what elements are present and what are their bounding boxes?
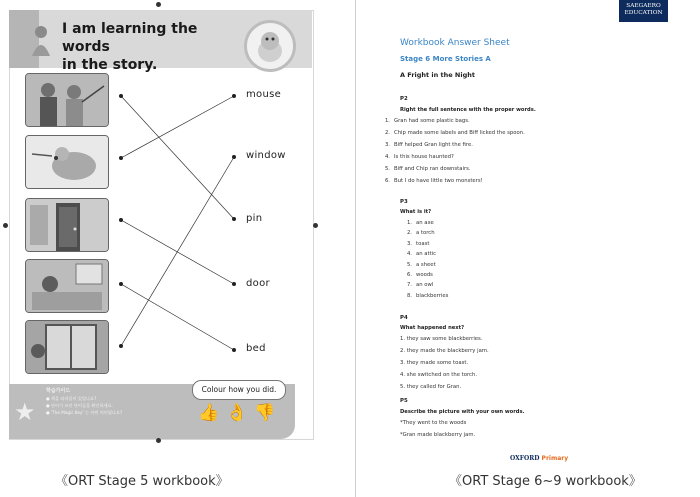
- section-p5-instruction: Describe the picture with your own words.: [400, 409, 525, 415]
- colour-prompt: Colour how you did.: [192, 380, 286, 400]
- match-dot-right[interactable]: [232, 282, 236, 286]
- section-p2-label: P2: [400, 96, 408, 102]
- list-item: 1. Gran had some plastic bags.: [384, 118, 470, 124]
- list-item: *They went to the woods: [400, 420, 467, 426]
- list-item: 4. Is this house haunted?: [384, 154, 454, 160]
- learning-guide-notes: [46, 388, 122, 416]
- word-window: window: [246, 150, 286, 161]
- match-dot-left[interactable]: [119, 94, 123, 98]
- section-p3-label: P3: [400, 199, 408, 205]
- picture-children-pointing: [25, 73, 109, 127]
- saegaero-logo: [619, 0, 668, 22]
- word-mouse: mouse: [246, 89, 282, 100]
- word-bed: bed: [246, 343, 266, 354]
- p2-answer-list: [380, 115, 525, 187]
- registration-mark: [3, 223, 8, 228]
- section-p5-label: P5: [400, 398, 408, 404]
- thumbs-up-icon[interactable]: 👍: [198, 403, 220, 423]
- floppy-dog-icon: [247, 23, 293, 69]
- brand-line-2: EDUCATION: [624, 10, 663, 16]
- list-item: 7. an owl: [406, 282, 434, 289]
- word-pin: pin: [246, 213, 263, 224]
- word-door: door: [246, 278, 270, 289]
- brand-line-1: SAEGAERO: [626, 3, 661, 9]
- match-dot-left[interactable]: [119, 282, 123, 286]
- right-caption: 《ORT Stage 6~9 workbook》: [449, 474, 642, 489]
- match-dot-left[interactable]: [119, 218, 123, 222]
- story-character-badge: [244, 20, 296, 72]
- list-item: 3. Biff helped Gran light the fire.: [384, 142, 473, 148]
- left-caption: 《ORT Stage 5 workbook》: [55, 474, 229, 489]
- section-p3-instruction: What is it?: [400, 209, 432, 215]
- character-icon: [28, 24, 54, 56]
- section-p2-instruction: Right the full sentence with the proper words.: [400, 107, 536, 113]
- list-item: 5. Biff and Chip ran downstairs.: [384, 166, 471, 172]
- section-p4-label: P4: [400, 315, 408, 321]
- thumbs-down-icon[interactable]: 👎: [254, 403, 276, 423]
- title-line-2: in the story.: [62, 57, 158, 73]
- list-item: 6. But I do have little two monsters!: [384, 178, 483, 184]
- notes-heading: 학습가이드: [46, 388, 71, 394]
- list-item: 3. toast: [406, 240, 430, 247]
- answer-sheet-title: Workbook Answer Sheet: [400, 38, 510, 48]
- note-item: ● 단어가 쓰인 단어들을 확인하세요.: [46, 403, 113, 408]
- picture-mouse-with-pin: [25, 135, 109, 189]
- note-item: ● 책을 따라읽어 있었나요?: [46, 396, 97, 401]
- thumbs-sideways-icon[interactable]: 👌: [226, 403, 248, 423]
- match-dot-left[interactable]: [119, 156, 123, 160]
- title-line-1: I am learning the words: [62, 21, 198, 55]
- list-item: 2. a torch: [406, 230, 435, 237]
- registration-mark: [156, 2, 161, 7]
- picture-window: [25, 320, 109, 374]
- list-item: *Gran made blackberry jam.: [400, 432, 476, 438]
- p3-answer-list: [402, 218, 448, 301]
- registration-mark: [313, 223, 318, 228]
- match-dot-right[interactable]: [232, 155, 236, 159]
- list-item: 3. they made some toast.: [400, 360, 469, 366]
- list-item: 2. Chip made some labels and Biff licked the spoon.: [384, 130, 525, 136]
- list-item: 2. they made the blackberry jam.: [400, 348, 489, 354]
- picture-child-in-bed: [25, 259, 109, 313]
- match-dot-left[interactable]: [119, 344, 123, 348]
- oxford-primary-logo: [510, 455, 568, 462]
- p5-answer-list: [400, 417, 475, 441]
- section-p4-instruction: What happened next?: [400, 325, 465, 331]
- registration-mark: [156, 438, 161, 443]
- match-dot-right[interactable]: [232, 217, 236, 221]
- oxford-brand: OXFORD: [510, 455, 540, 462]
- story-title: A Fright in the Night: [400, 71, 475, 79]
- list-item: 1. an axe: [406, 220, 434, 226]
- star-icon: ★: [14, 398, 36, 426]
- list-item: 4. an attic: [406, 251, 437, 258]
- note-item: ● 'The Magic Key' 는 어떤 의미였나요?: [46, 410, 123, 415]
- list-item: 8. blackberries: [406, 292, 449, 299]
- list-item: 6. woods: [406, 271, 433, 278]
- oxford-product: Primary: [541, 455, 569, 462]
- stage-heading: Stage 6 More Stories A: [400, 55, 491, 63]
- list-item: 1. they saw some blackberries.: [400, 336, 483, 342]
- p4-answer-list: [400, 333, 489, 393]
- list-item: 4. she switched on the torch.: [400, 372, 478, 378]
- match-dot-right[interactable]: [232, 348, 236, 352]
- picture-door: [25, 198, 109, 252]
- match-dot-right[interactable]: [232, 94, 236, 98]
- list-item: 5. they called for Gran.: [400, 384, 462, 390]
- worksheet-title: [62, 20, 232, 74]
- list-item: 5. a sheet: [406, 261, 436, 268]
- page-divider: [355, 0, 356, 497]
